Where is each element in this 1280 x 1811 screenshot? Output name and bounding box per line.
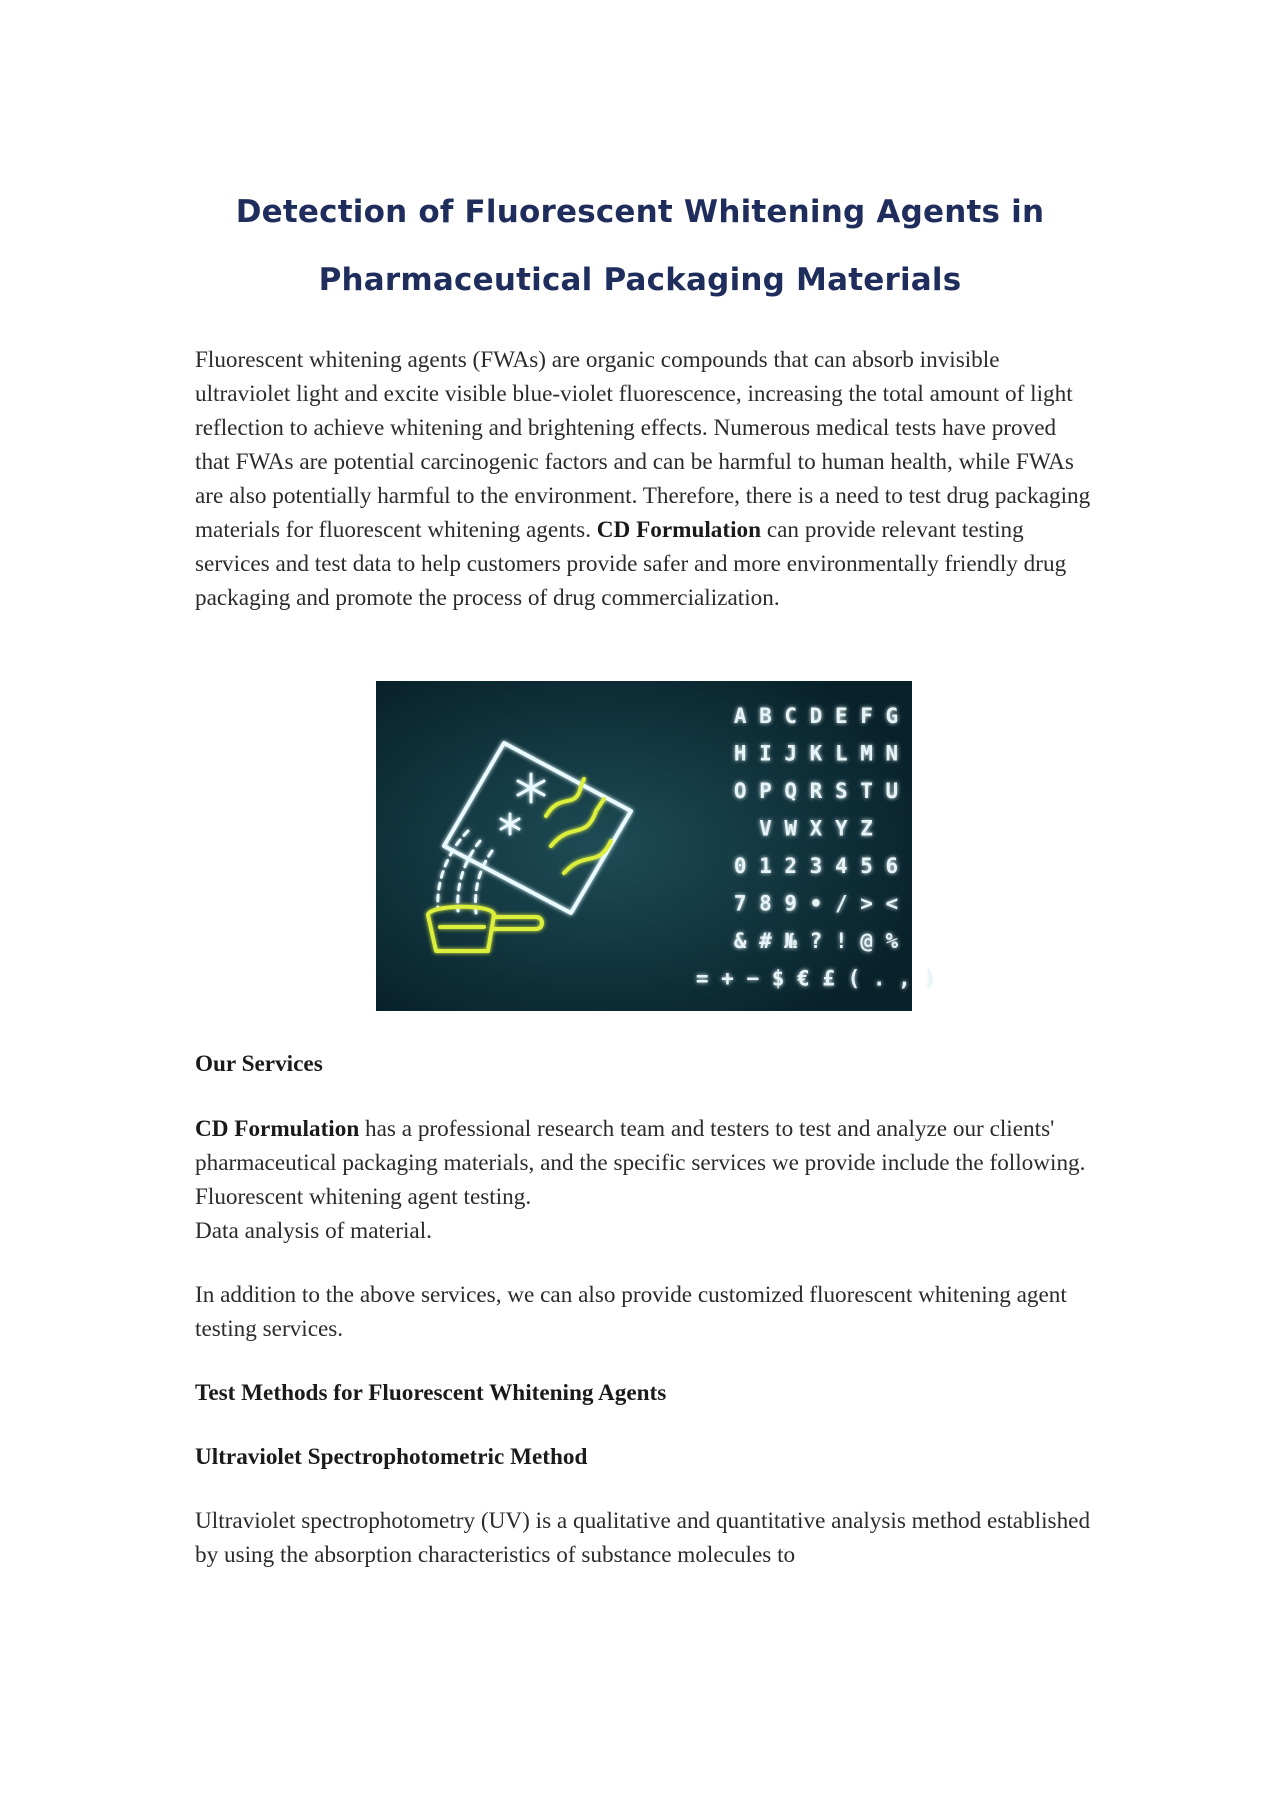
glyph-row: 7 8 9 • / > < — [733, 891, 899, 916]
services-heading: Our Services — [195, 1051, 323, 1077]
services-list-item: Data analysis of material. — [195, 1218, 432, 1244]
page-title-line-2: Pharmaceutical Packaging Materials — [318, 262, 962, 298]
glyph-row: V W X Y Z — [759, 816, 873, 841]
glyph-row: H I J K L M N — [733, 741, 899, 766]
intro-paragraph — [195, 343, 1095, 615]
services-extra-paragraph: In addition to the above services, we can also provide customized fluorescent whitening agent testing services. — [195, 1282, 1067, 1342]
glyph-row: 0 1 2 3 4 5 6 — [733, 854, 899, 878]
intro-paragraph-block — [195, 343, 1095, 615]
company-name: CD Formulation — [195, 1116, 360, 1142]
glyph-row: A B C D E F G — [733, 704, 899, 728]
services-text-a: has a professional research team and testers to test and analyze our clients' pharmaceutical packaging materials, and the specific services we provide include the following. — [195, 1116, 1086, 1176]
uv-method-paragraph: Ultraviolet spectrophotometry (UV) is a qualitative and quantitative analysis method established by using the absorption characteristics of substance molecules to — [195, 1508, 1091, 1568]
illustration-svg — [376, 681, 937, 1011]
intro-text-a: Fluorescent whitening agents (FWAs) are organic compounds that can absorb invisible ultraviolet light and excite visible blue-violet fluorescence, increasing the total amount of light reflection to achieve whitening and brightening effects. Numerous medical tests have proved that FWAs are potential carcinogenic factors and can be harmful to human health, while FWAs are also potentially harmful to the environment. Therefore, there is a need to test drug packaging materials for fluorescent whitening agents. — [195, 347, 1091, 543]
company-name: CD Formulation — [596, 517, 762, 543]
glyph-row: O P Q R S T U — [733, 779, 899, 803]
services-paragraph — [195, 1112, 1095, 1180]
glyph-row: = + − $ € £ ( . , ) — [695, 966, 937, 991]
page-title — [160, 178, 1120, 314]
uv-method-subheading: Ultraviolet Spectrophotometric Method — [195, 1444, 588, 1470]
page-title-line-1: Detection of Fluorescent Whitening Agents in — [235, 194, 1045, 230]
services-section — [195, 1047, 1095, 1572]
services-list-item: Fluorescent whitening agent testing. — [195, 1184, 532, 1210]
glyph-row: & # № ? ! @ % — [733, 929, 899, 953]
methods-heading: Test Methods for Fluorescent Whitening Agents — [195, 1380, 667, 1406]
intro-text-b: can provide relevant testing services and test data to help customers provide safer and more environmentally friendly drug packaging and promote the process of drug commercialization. — [195, 517, 1067, 611]
neon-alphabet-illustration — [376, 681, 937, 1011]
